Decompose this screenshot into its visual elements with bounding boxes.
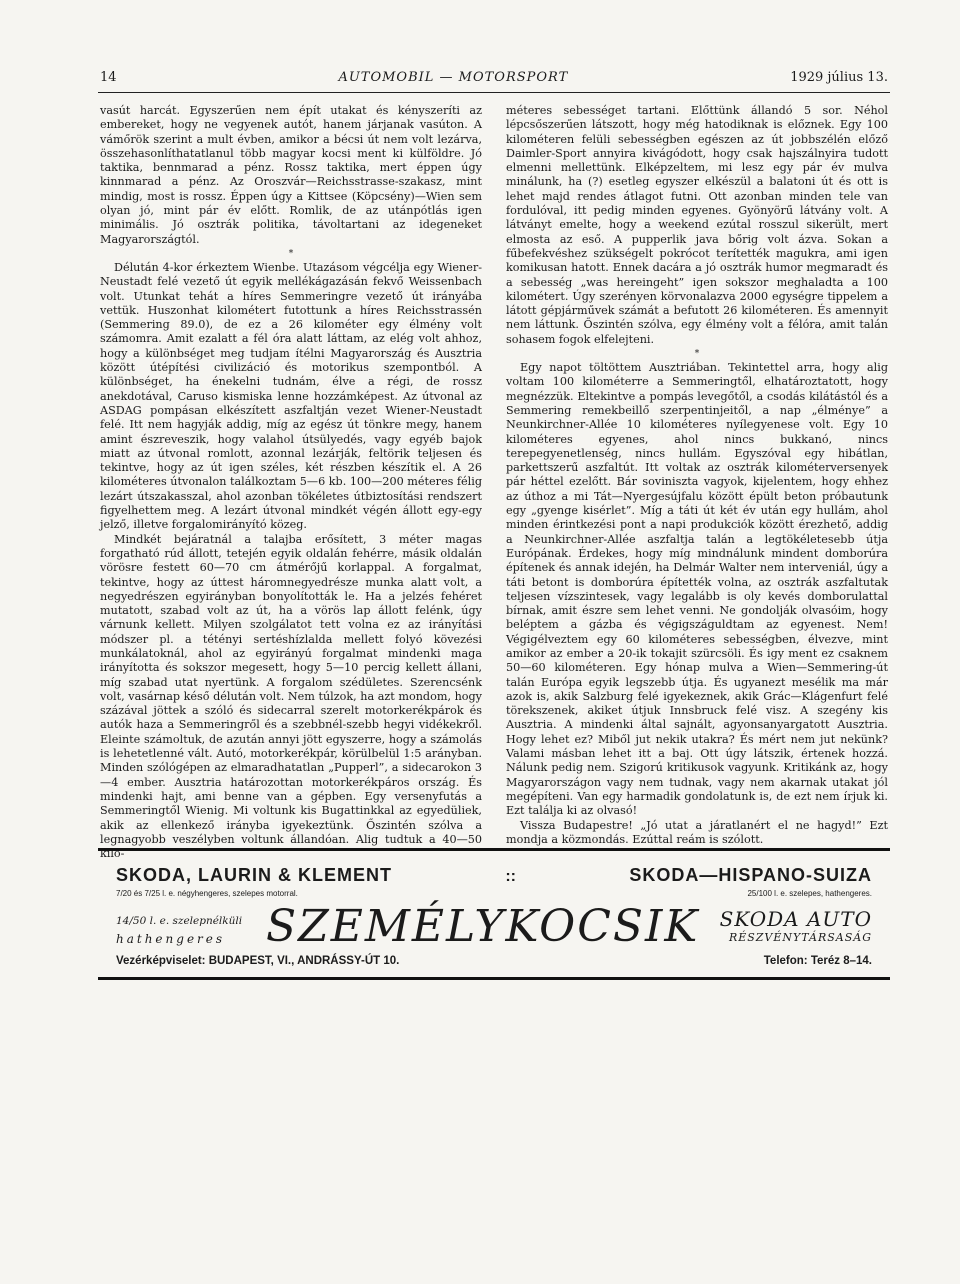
paragraph: Délután 4-kor érkeztem Wienbe. Utazásom végcélja egy Wiener-Neustadt felé vezető út egyik mellékágazásán fekvő Weissenbach volt. Utunkat tehát a híres Semmeringre vezető út irányába vettük. Huszonhat kilométert futottunk a híres Reichsstrassén (Semmering 89.0), de ez a 26 kilométer egy élmény volt számomra. Amit ezalatt a fél óra alatt láttam, az elég volt ahhoz, hogy a különbséget meg tudjam ítélni Magyarország és Ausztria között útépítési civilizáció és motorikus szempontból. A különbséget, ha énekelni tudnám, élve a régi, de rossz anekdotával, Caruso kismiska lenne hozzámképest. Az útvonal az ASDAG pompásan elkészített aszfaltján vezet Wiener-Neustadt felé. Itt nem hagyják addig, míg az egész út tönkre megy, hanem amint észreveszik, hogy valahol útsülyedés, vagy egyéb bajok miatt az útvonal romlott, azonnal lezárják, feltörik teljesen és tekintve, hogy az út igen széles, két részben készítik el. A 26 kilométeres útvonalon találkoztam 5—6 kb. 100—200 méteres félig lezárt útszakasszal, ahol azonban tökéletes útbiztosítási rendszert figyelhettem meg. A lezárt útvonal mindkét végén állott egy-egy jelző, illetve forgalomirányító közeg. bbox=[100, 260, 482, 532]
article-body bbox=[100, 104, 888, 861]
company-name: SKODA AUTO bbox=[719, 907, 872, 931]
issue-date: 1929 július 13. bbox=[790, 69, 888, 85]
section-separator: * bbox=[288, 248, 294, 259]
ad-brand-row bbox=[116, 865, 872, 886]
header-rule bbox=[98, 92, 890, 93]
brand-separator: :: bbox=[505, 868, 516, 885]
brand-skoda-laurin-klement: SKODA, LAURIN & KLEMENT bbox=[116, 865, 392, 885]
brand-skoda-hispano-suiza: SKODA—HISPANO-SUIZA bbox=[629, 865, 872, 885]
ad-contact-row bbox=[116, 955, 872, 967]
spec-right: 25/100 l. e. szelepes, hathengeres. bbox=[747, 889, 872, 898]
ad-address: Vezérképviselet: BUDAPEST, VI., ANDRÁSSY-ÚT 10. bbox=[116, 955, 400, 967]
page-header bbox=[100, 66, 888, 88]
page-number: 14 bbox=[100, 69, 117, 85]
paragraph: vasút harcát. Egyszerűen nem épít utakat és kényszeríti az embereket, hogy ne vegyenek autót, hanem járjanak vasúton. A vámőrök szerint a mult évben, amikor a bécsi út nem volt lezárva, összehasonlíthatatlanul több magyar kocsi ment ki külföldre. Jó taktika, bennmarad a pénz. Rossz taktika, mert éppen úgy kinnmarad a pénz. Az Oroszvár—Reichsstrasse-szakasz, mint mindig, most is rossz. Éppen úgy a Kittsee (Köpcsény)—Wien sem olyan jó, mint pár év előtt. Romlik, de az utánpótlás igen minimális. Jó osztrák politika, távoltartani az idegeneket Magyarországtól. bbox=[100, 104, 482, 246]
engine-type: hathengeres bbox=[116, 932, 226, 946]
ad-price-block bbox=[116, 909, 266, 946]
paragraph: Egy napot töltöttem Ausztriában. Tekintettel arra, hogy alig voltam 100 kilométerre a Semmeringtől, elhatároztatott, hogy megnézzük. Eltekintve a pompás levegőtől, a csodás kilátástól és a Semmering remekbeillő szerpentinjeitől, a nap „élménye” a Neunkirchner-Allée 10 kilométeres nyílegyenese volt. Egy 10 kilométeres egyenes, ahol nincs bukkanó, nincs terepegyenetlenség, nincs hullám. Egyszóval egy hibátlan, parkettszerű aszfaltút. Itt voltak az osztrák kilométerversenyek pár héttel ezelőtt. Bár soviniszta vagyok, kijelentem, hogy ehhez az úthoz a mi Tát—Nyergesújfalu között épült beton próbautunk egy „gyenge kisérlet”. Míg a táti út két év után egy hullám, ahol minden érintkezési pont a napi produkciók között érezhető, addig a Neunkirchner-Allée aszfaltja talán a legtökéletesebb útja Európának. Érdekes, hogy míg mindnálunk mindent domborúra építenek és annak idején, ha Delmár Walter nem interveniál, úgy a táti betont is domborúra építették volna, az osztrák aszfaltutak teljesen vízszintesek, vagy legalább is oly kevés domborulattal bírnak, amit észre sem lehet venni. Ne gondolják olvasóim, hogy beléptem a gázba és végigszáguldtam az egyenest. Nem! Végigélveztem egy 60 kilométeres sebességben, élvezve, mint amikor az ember a 20-ik tokajit szürcsöli. És igy ment ez csaknem 50—60 kilométeren. Egy hónap mulva a Wien—Semmering-út talán Európa egyik legszebb útja. És ugyanezt mesélik ma már azok is, akik Salzburg felé igyekeznek, akik Grác—Klágenfurt felé törekszenek, akiket útjuk Innsbruck felé visz. A szegény kis Ausztria. A mindenki által sajnált, agyonsanyargatott Ausztria. Hogy lehet ez? Miből jut nekik utakra? És mért nem jut nekünk? Valami másban lehet itt a baj. Ott úgy látszik, értenek hozzá. Nálunk pedig nem. Szigorú kritikusok vagyunk. Kritikánk az, hogy Magyarországon vagy nem tudnak, vagy nem akarnak utakat jól megépíteni. Van egy harmadik gondolatunk is, de ezt nem írjuk ki. Ezt találja ki az olvasó! bbox=[506, 361, 888, 818]
right-column bbox=[506, 104, 888, 846]
spec-left: 7/20 és 7/25 l. e. négyhengeres, szelepes motorral. bbox=[116, 889, 298, 898]
company-type: RÉSZVÉNYTÁRSASÁG bbox=[728, 931, 872, 944]
journal-title: AUTOMOBIL — MOTORSPORT bbox=[338, 69, 569, 85]
paragraph: méteres sebességet tartani. Előttünk állandó 5 sor. Néhol lépcsőszerűen látszott, hogy még hatodiknak is előznek. Egy 100 kilométeren felüli sebességben egészen az út jobbszélén előző Daimler-Sport annyira kivágódott, hogy csak hajszálnyira tudott elmenni mellettünk. Elképzeltem, mi lesz egy pár év mulva minálunk, ha (?) esetleg egyszer elkészül a balatoni út és ott is lehet majd rendes átlagot futni. Ott azonban minden tele van fordulóval, itt pedig minden egyenes. Gyönyörű látvány volt. A látványt emelte, hogy a weekend ezútal rosszul sikerült, mert elmosta az eső. A pupperlik java bőrig volt ázva. Sokan a fűbefekvéshez szükségelt pokrócot terítették magukra, ami igen komikusan hatott. Ennek dacára a jó osztrák humor megmaradt és a sebesség „was hereingeht” igen sokszor meghaladta a 100 kilométert. Úgy szerényen körvonalazva 2000 egységre tippelem a látott gépjárművek számát a befutott 26 kilométeren. És amennyit nem láttunk. Őszintén szólva, egy élmény volt a félóra, amit talán sohasem fogok elfelejteni. bbox=[506, 104, 888, 346]
left-column bbox=[100, 104, 482, 861]
company-name-block bbox=[720, 909, 872, 944]
price-line: 14/50 l. e. szelepnélküli bbox=[116, 915, 243, 927]
paragraph: Mindkét bejáratnál a talajba erősített, 3 méter magas forgatható rúd állott, tetején egyik oldalán fehérre, másik oldalán vörösre festett 60—70 cm átmérőjű korlappal. A forgalmat, tekintve, hogy az úttest háromnegyedrésze munka alatt volt, a negyedrészen egyirányban bonyolították le. Ha a jelzés fehéret mutatott, szabad volt az út, ha a vörös lap állott felénk, úgy várnunk kellett. Milyen szolgálatot tett volna ez az irányítási módszer pl. a tétényi sertéshízlalda mellett folyó kövezési munkálatoknál, ahol az egyirányú forgalmat mindenki maga irányította és sokszor megesett, hogy 5—10 percig kellett állani, míg szabad utat nyertünk. A forgalom szédületes. Szerencsénk volt, vasárnap késő délután volt. Nem túlzok, ha azt mondom, hogy százával jöttek a szóló és sidecarral szerelt motorkerékpárok és autók haza a Semmeringről és a szebbnél-szebb hegyi vidékekről. Eleinte számoltuk, de azután annyi jött egyszerre, hogy a számolás is lehetetlenné vált. Autó, motorkerékpár, körülbelül 1:5 arányban. Minden szólógépen az elmaradhatatlan „Pupperl”, a sidecarokon 3—4 ember. Ausztria határozottan motorkerékpáros ország. És mindenki hajt, ami benne van a gépben. Egy versenyfutás a Semmeringtől Wienig. Mi voltunk kis Bugattinkkal az egyedüliek, akik az ellenkező irányba igyekeztünk. Őszintén szólva a legnagyobb veszélyben voltunk állandóan. Alig tudtuk a 40—50 kilo- bbox=[100, 532, 482, 861]
ad-phone: Telefon: Teréz 8–14. bbox=[763, 955, 872, 967]
skoda-advertisement bbox=[98, 848, 890, 980]
section-separator: * bbox=[694, 349, 700, 360]
ad-headline: SZEMÉLYKOCSIK bbox=[266, 901, 700, 952]
paragraph: Vissza Budapestre! „Jó utat a járatlanért el ne hagyd!” Ezt mondja a közmondás. Ezúttal reám is szólott. bbox=[506, 818, 888, 846]
ad-spec-row bbox=[116, 889, 872, 898]
